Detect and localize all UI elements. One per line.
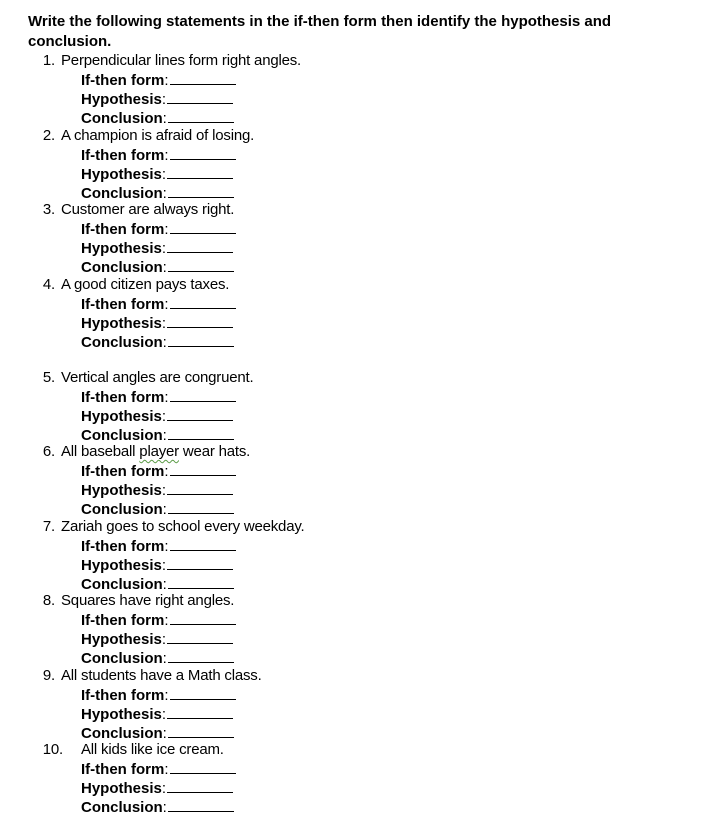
item-number: 10.: [42, 741, 63, 758]
statement-text: [61, 443, 250, 461]
if-then-field: [81, 461, 236, 479]
separator: :: [164, 389, 169, 406]
answer-blank[interactable]: [167, 480, 233, 495]
item-number: 7.: [42, 518, 55, 535]
separator: :: [164, 72, 169, 89]
answer-blank[interactable]: [168, 499, 234, 514]
statement-text: Squares have right angles.: [61, 592, 235, 609]
if-then-field: [81, 219, 236, 237]
separator: :: [162, 110, 167, 127]
conclusion-label: Conclusion: [81, 334, 163, 351]
answer-blank[interactable]: [170, 219, 236, 234]
answer-blank[interactable]: [170, 536, 236, 551]
hypothesis-label: Hypothesis: [81, 482, 162, 499]
hypothesis-field: [81, 406, 233, 424]
statement-text: Customer are always right.: [61, 201, 235, 218]
if-then-label: If-then form: [81, 221, 165, 238]
separator: :: [162, 799, 167, 816]
hypothesis-label: Hypothesis: [81, 408, 162, 425]
conclusion-field: [81, 332, 234, 350]
separator: :: [164, 538, 169, 555]
conclusion-field: [81, 499, 234, 517]
answer-blank[interactable]: [168, 648, 234, 663]
if-then-label: If-then form: [81, 538, 165, 555]
answer-blank[interactable]: [170, 759, 236, 774]
if-then-label: If-then form: [81, 761, 165, 778]
hypothesis-field: [81, 778, 233, 796]
separator: :: [162, 650, 167, 667]
separator: :: [162, 427, 167, 444]
hypothesis-field: [81, 629, 233, 647]
hypothesis-field: [81, 704, 233, 722]
hypothesis-field: [81, 555, 233, 573]
conclusion-label: Conclusion: [81, 501, 163, 518]
answer-blank[interactable]: [170, 610, 236, 625]
separator: :: [161, 408, 167, 425]
if-then-label: If-then form: [81, 389, 165, 406]
hypothesis-field: [81, 89, 233, 107]
hypothesis-label: Hypothesis: [81, 780, 162, 797]
if-then-field: [81, 610, 236, 628]
conclusion-field: [81, 257, 234, 275]
if-then-field: [81, 759, 236, 777]
item-number: 2.: [42, 127, 55, 144]
answer-blank[interactable]: [167, 555, 233, 570]
conclusion-field: [81, 797, 234, 815]
answer-blank[interactable]: [168, 108, 234, 123]
separator: :: [161, 706, 167, 723]
statement-text: Vertical angles are congruent.: [61, 369, 254, 386]
separator: :: [161, 631, 167, 648]
answer-blank[interactable]: [170, 70, 236, 85]
conclusion-label: Conclusion: [81, 185, 163, 202]
hypothesis-field: [81, 164, 233, 182]
conclusion-field: [81, 723, 234, 741]
statement-text: A good citizen pays taxes.: [61, 276, 230, 293]
hypothesis-label: Hypothesis: [81, 631, 162, 648]
answer-blank[interactable]: [167, 778, 233, 793]
separator: :: [161, 315, 167, 332]
separator: :: [161, 91, 167, 108]
conclusion-label: Conclusion: [81, 259, 163, 276]
separator: :: [161, 780, 167, 797]
spellcheck-flagged-word[interactable]: player: [139, 443, 179, 460]
hypothesis-label: Hypothesis: [81, 557, 162, 574]
instructions-heading: Write the following statements in the if-then form then identify the hypothesis and conclusion.: [28, 13, 612, 50]
answer-blank[interactable]: [168, 574, 234, 589]
answer-blank[interactable]: [168, 257, 234, 272]
answer-blank[interactable]: [167, 313, 233, 328]
separator: :: [162, 185, 167, 202]
conclusion-field: [81, 108, 234, 126]
answer-blank[interactable]: [168, 723, 234, 738]
if-then-field: [81, 145, 236, 163]
hypothesis-field: [81, 313, 233, 331]
if-then-label: If-then form: [81, 72, 165, 89]
separator: :: [161, 482, 167, 499]
separator: :: [164, 612, 169, 629]
answer-blank[interactable]: [170, 461, 236, 476]
conclusion-field: [81, 425, 234, 443]
conclusion-field: [81, 183, 234, 201]
if-then-label: If-then form: [81, 296, 165, 313]
answer-blank[interactable]: [168, 332, 234, 347]
hypothesis-label: Hypothesis: [81, 166, 162, 183]
answer-blank[interactable]: [170, 294, 236, 309]
answer-blank[interactable]: [167, 164, 233, 179]
answer-blank[interactable]: [170, 685, 236, 700]
statement-text: All kids like ice cream.: [81, 741, 224, 758]
if-then-field: [81, 685, 236, 703]
if-then-label: If-then form: [81, 147, 165, 164]
item-number: 9.: [42, 667, 55, 684]
item-number: 5.: [42, 369, 55, 386]
item-number: 4.: [42, 276, 55, 293]
conclusion-label: Conclusion: [81, 576, 163, 593]
separator: :: [164, 463, 169, 480]
if-then-field: [81, 536, 236, 554]
answer-blank[interactable]: [167, 238, 233, 253]
conclusion-label: Conclusion: [81, 799, 163, 816]
item-number: 3.: [42, 201, 55, 218]
statement-text: Zariah goes to school every weekday.: [61, 518, 305, 535]
statement-text: Perpendicular lines form right angles.: [61, 52, 302, 69]
separator: :: [161, 557, 167, 574]
hypothesis-label: Hypothesis: [81, 706, 162, 723]
answer-blank[interactable]: [168, 183, 234, 198]
statement-text: A champion is afraid of losing.: [61, 127, 255, 144]
conclusion-label: Conclusion: [81, 110, 163, 127]
separator: :: [162, 334, 167, 351]
answer-blank[interactable]: [167, 629, 233, 644]
if-then-label: If-then form: [81, 463, 165, 480]
if-then-label: If-then form: [81, 612, 165, 629]
answer-blank[interactable]: [168, 797, 234, 812]
answer-blank[interactable]: [170, 387, 236, 402]
separator: :: [164, 221, 169, 238]
separator: :: [164, 761, 169, 778]
separator: :: [164, 147, 169, 164]
statement-text: All students have a Math class.: [61, 667, 262, 684]
separator: :: [164, 687, 169, 704]
if-then-label: If-then form: [81, 687, 165, 704]
answer-blank[interactable]: [167, 406, 233, 421]
separator: :: [162, 259, 167, 276]
separator: :: [164, 296, 169, 313]
separator: :: [161, 240, 167, 257]
conclusion-label: Conclusion: [81, 650, 163, 667]
if-then-field: [81, 294, 236, 312]
separator: :: [162, 725, 167, 742]
answer-blank[interactable]: [170, 145, 236, 160]
statement-text-part: All baseball: [61, 443, 140, 460]
separator: :: [162, 576, 167, 593]
item-number: 6.: [42, 443, 55, 460]
hypothesis-label: Hypothesis: [81, 91, 162, 108]
hypothesis-label: Hypothesis: [81, 315, 162, 332]
if-then-field: [81, 387, 236, 405]
conclusion-field: [81, 574, 234, 592]
hypothesis-field: [81, 238, 233, 256]
conclusion-field: [81, 648, 234, 666]
hypothesis-label: Hypothesis: [81, 240, 162, 257]
conclusion-label: Conclusion: [81, 725, 163, 742]
answer-blank[interactable]: [167, 89, 233, 104]
conclusion-label: Conclusion: [81, 427, 163, 444]
hypothesis-field: [81, 480, 233, 498]
answer-blank[interactable]: [167, 704, 233, 719]
statement-text-part: wear hats.: [178, 443, 251, 460]
separator: :: [161, 166, 167, 183]
answer-blank[interactable]: [168, 425, 234, 440]
separator: :: [162, 501, 167, 518]
if-then-field: [81, 70, 236, 88]
item-number: 8.: [42, 592, 55, 609]
item-number: 1.: [42, 52, 55, 69]
